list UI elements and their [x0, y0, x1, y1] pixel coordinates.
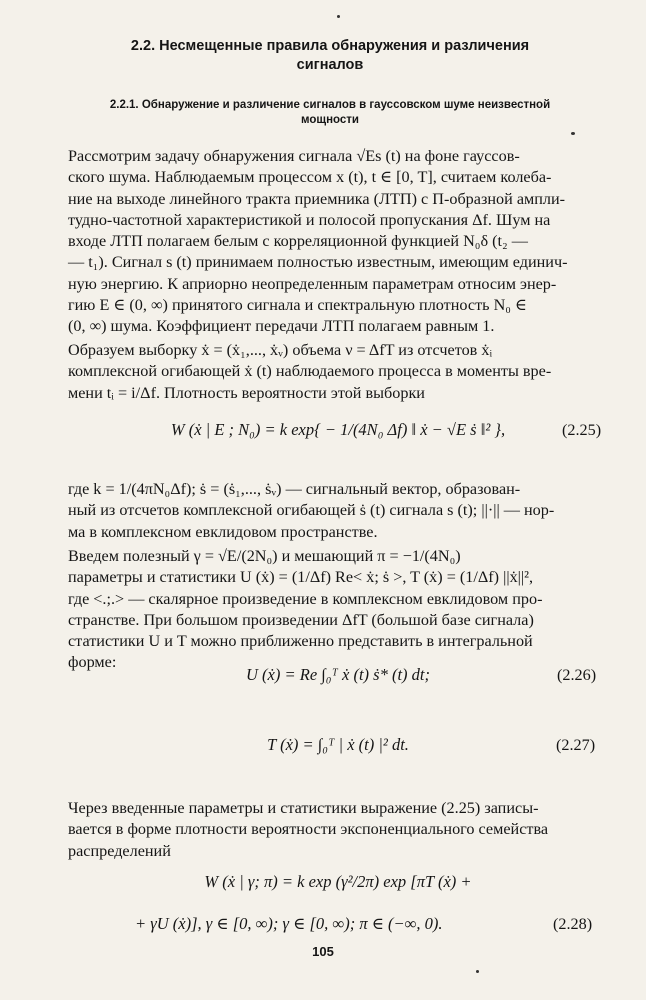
- text-line: ную энергию. К априорно неопределенным параметрам относим энер-: [68, 274, 557, 293]
- text-line: — t₁). Сигнал s (t) принимаем полностью известным, имеющим единич-: [68, 253, 568, 272]
- equation-number: (2.28): [553, 915, 593, 933]
- equation-2-27: [68, 735, 608, 755]
- paragraph-2: [68, 340, 608, 404]
- text-line: входе ЛТП полагаем белым с корреляционной функцией N₀δ (t₂ —: [68, 232, 528, 251]
- scan-speck: [571, 132, 575, 135]
- text-line: Введем полезный γ = √E/(2N₀) и мешающий π = −1/(4N₀): [68, 547, 461, 565]
- equation-2-26: [68, 665, 608, 685]
- text-line: ный из отсчетов комплексной огибающей ṡ (t) сигнала s (t); ||·|| — нор-: [68, 501, 555, 520]
- text-line: странстве. При большом произведении ΔfT (большой базе сигнала): [68, 610, 534, 629]
- scan-speck: [337, 15, 340, 18]
- equation-number: (2.25): [562, 421, 602, 439]
- scan-speck: [476, 970, 479, 973]
- text-line: комплексной огибающей ẋ (t) наблюдаемого процесса в моменты вре-: [68, 362, 552, 381]
- paragraph-3: [68, 479, 608, 543]
- equation-formula: W (ẋ | E ; N₀) = k exp{ − 1/(4N₀ Δf) ‖ ẋ − √E ṡ ‖² },: [170, 420, 506, 439]
- text-line: гию E ∈ (0, ∞) принятого сигнала и спектральную плотность N₀ ∈: [68, 296, 527, 315]
- text-line: статистики U и T можно приближенно представить в интегральной: [68, 632, 533, 651]
- text-line: распределений: [68, 841, 171, 860]
- section-heading: 2.2. Несмещенные правила обнаружения и различения сигналов: [130, 38, 530, 73]
- text-line: Через введенные параметры и статистики выражение (2.25) записы-: [68, 799, 539, 817]
- text-line: ние на выходе линейного тракта приемника (ЛТП) с П-образной ампли-: [68, 189, 566, 208]
- text-line: где k = 1/(4πN₀Δf); ṡ = (ṡ₁,..., ṡᵥ) — сигнальный вектор, образован-: [68, 480, 521, 498]
- equation-number: (2.26): [557, 666, 597, 684]
- equation-2-28-line-2: [60, 914, 555, 934]
- page-number: 105: [312, 944, 334, 959]
- text-line: вается в форме плотности вероятности экспоненциального семейства: [68, 820, 549, 839]
- equation-2-28-line-1: [68, 872, 608, 892]
- text-line: ма в комплексном евклидовом пространстве.: [68, 522, 378, 541]
- text-line: тудно-частотной характеристикой и полосой пропускания Δf. Шум на: [68, 210, 551, 229]
- equation-2-25: [68, 420, 608, 440]
- equation-formula: + γU (ẋ)], γ ∈ [0, ∞); γ ∈ [0, ∞); π ∈ (−∞, 0).: [135, 914, 443, 933]
- text-line: форме:: [68, 653, 117, 672]
- equation-formula: W (ẋ | γ; π) = k exp (γ²/2π) exp [πT (ẋ) +: [204, 872, 472, 891]
- text-line: ского шума. Наблюдаемым процессом x (t), t ∈ [0, T], считаем колеба-: [68, 168, 552, 187]
- equation-number: (2.27): [556, 736, 596, 754]
- paragraph-4: [68, 546, 608, 674]
- equation-formula: U (ẋ) = Re ∫₀ᵀ ẋ (t) ṡ* (t) dt;: [246, 665, 430, 684]
- text-line: Образуем выборку ẋ = (ẋ₁,..., ẋᵥ) объема ν = ΔfT из отсчетов ẋᵢ: [68, 341, 493, 359]
- text-line: Рассмотрим задачу обнаружения сигнала √Es (t) на фоне гауссов-: [68, 147, 520, 165]
- text-line: мени tᵢ = i/Δf. Плотность вероятности этой выборки: [68, 383, 425, 402]
- text-line: где <.;.> — скалярное произведение в комплексном евклидовом про-: [68, 589, 543, 608]
- subsection-heading: 2.2.1. Обнаружение и различение сигналов в гауссовском шуме неизвестной мощности: [109, 99, 551, 126]
- equation-formula: T (ẋ) = ∫₀ᵀ | ẋ (t) |² dt.: [267, 735, 409, 754]
- text-line: (0, ∞) шума. Коэффициент передачи ЛТП полагаем равным 1.: [68, 317, 495, 336]
- paragraph-1: [68, 146, 608, 338]
- text-line: параметры и статистики U (ẋ) = (1/Δf) Re< ẋ; ṡ >, T (ẋ) = (1/Δf) ||ẋ||²,: [68, 568, 534, 587]
- paragraph-5: [68, 798, 608, 862]
